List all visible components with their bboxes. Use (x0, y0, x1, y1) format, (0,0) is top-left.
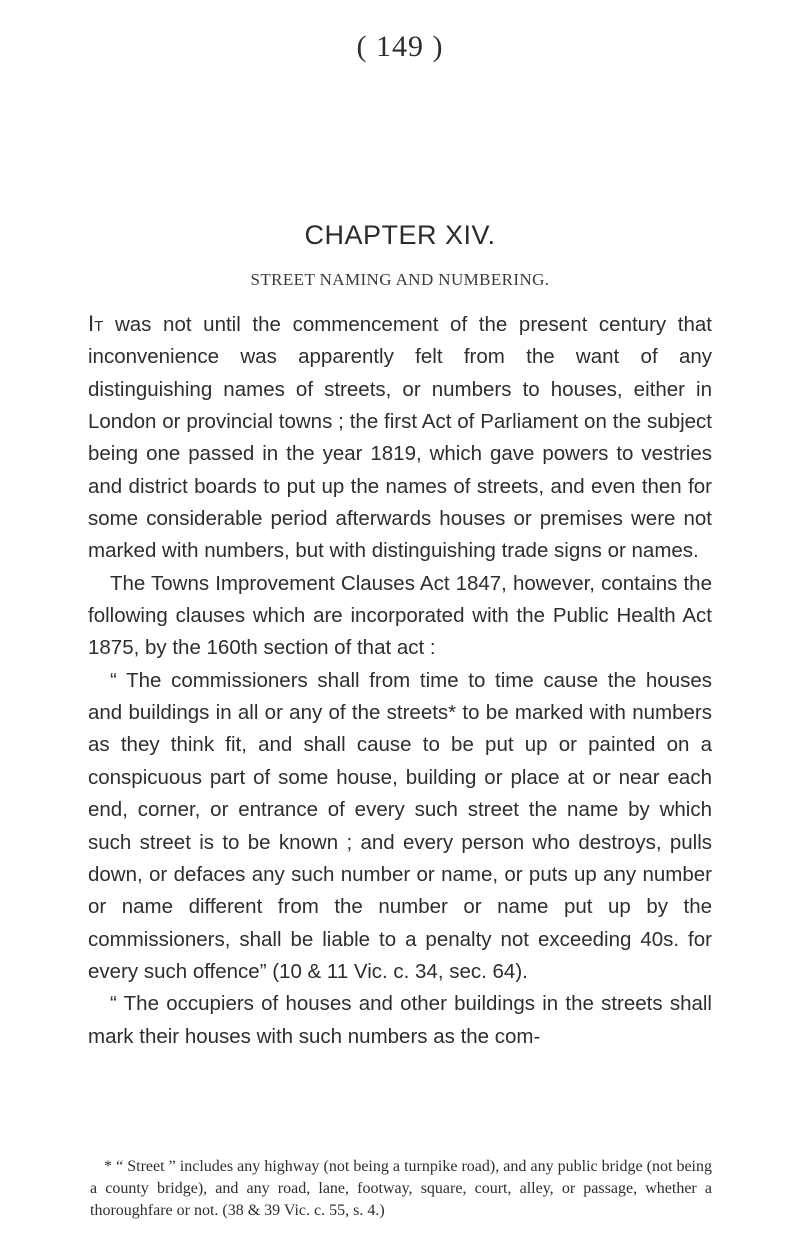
paragraph-lead-word: It (88, 311, 104, 336)
paragraph-1-text: was not until the commencement of the present century that inconvenience was apparently felt from the want of any distinguishing names of streets, or numbers to houses, either in London or provincial towns ; the first Act of Parliament on the subject being one passed in the year 1819, which gave powers to vestries and district boards to put up the names of streets, and even then for some considerable period afterwards houses or premises were not marked with numbers, but with distinguishing trade signs or names. (88, 313, 712, 563)
paragraph-4: “ The occupiers of houses and other buildings in the streets shall mark their houses with such numbers as the com- (88, 992, 712, 1048)
paragraph-3: “ The commissioners shall from time to time cause the houses and buildings in all or any of the streets* to be marked with numbers as they think fit, and shall cause to be put up or painted on a conspicuous part of some house, building or place at or near each end, corner, or entrance of every such street the name by which such street is to be known ; and every person who destroys, pulls down, or defaces any such number or name, or puts up any number or name different from the number or name put up by the commissioners, shall be liable to a penalty not exceeding 40s. for every such offence” (10 & 11 Vic. c. 34, sec. 64). (88, 668, 712, 983)
body-text (88, 308, 712, 1053)
chapter-title: CHAPTER XIV. (304, 220, 496, 250)
paragraph-2: The Towns Improvement Clauses Act 1847, however, contains the following clauses which are incorporated with the Public Health Act 1875, by the 160th section of that act : (88, 571, 712, 660)
page-number: ( 149 ) (356, 30, 444, 63)
footnote: * “ Street ” includes any highway (not being a turnpike road), and any public bridge (not being a county bridge), and any road, lane, footway, square, court, alley, or passage, whether a thoroughfare or not. (38 & 39 Vic. c. 55, s. 4.) (90, 1158, 712, 1219)
chapter-subtitle: STREET NAMING AND NUMBERING. (250, 270, 550, 289)
paragraph-1 (88, 308, 712, 568)
